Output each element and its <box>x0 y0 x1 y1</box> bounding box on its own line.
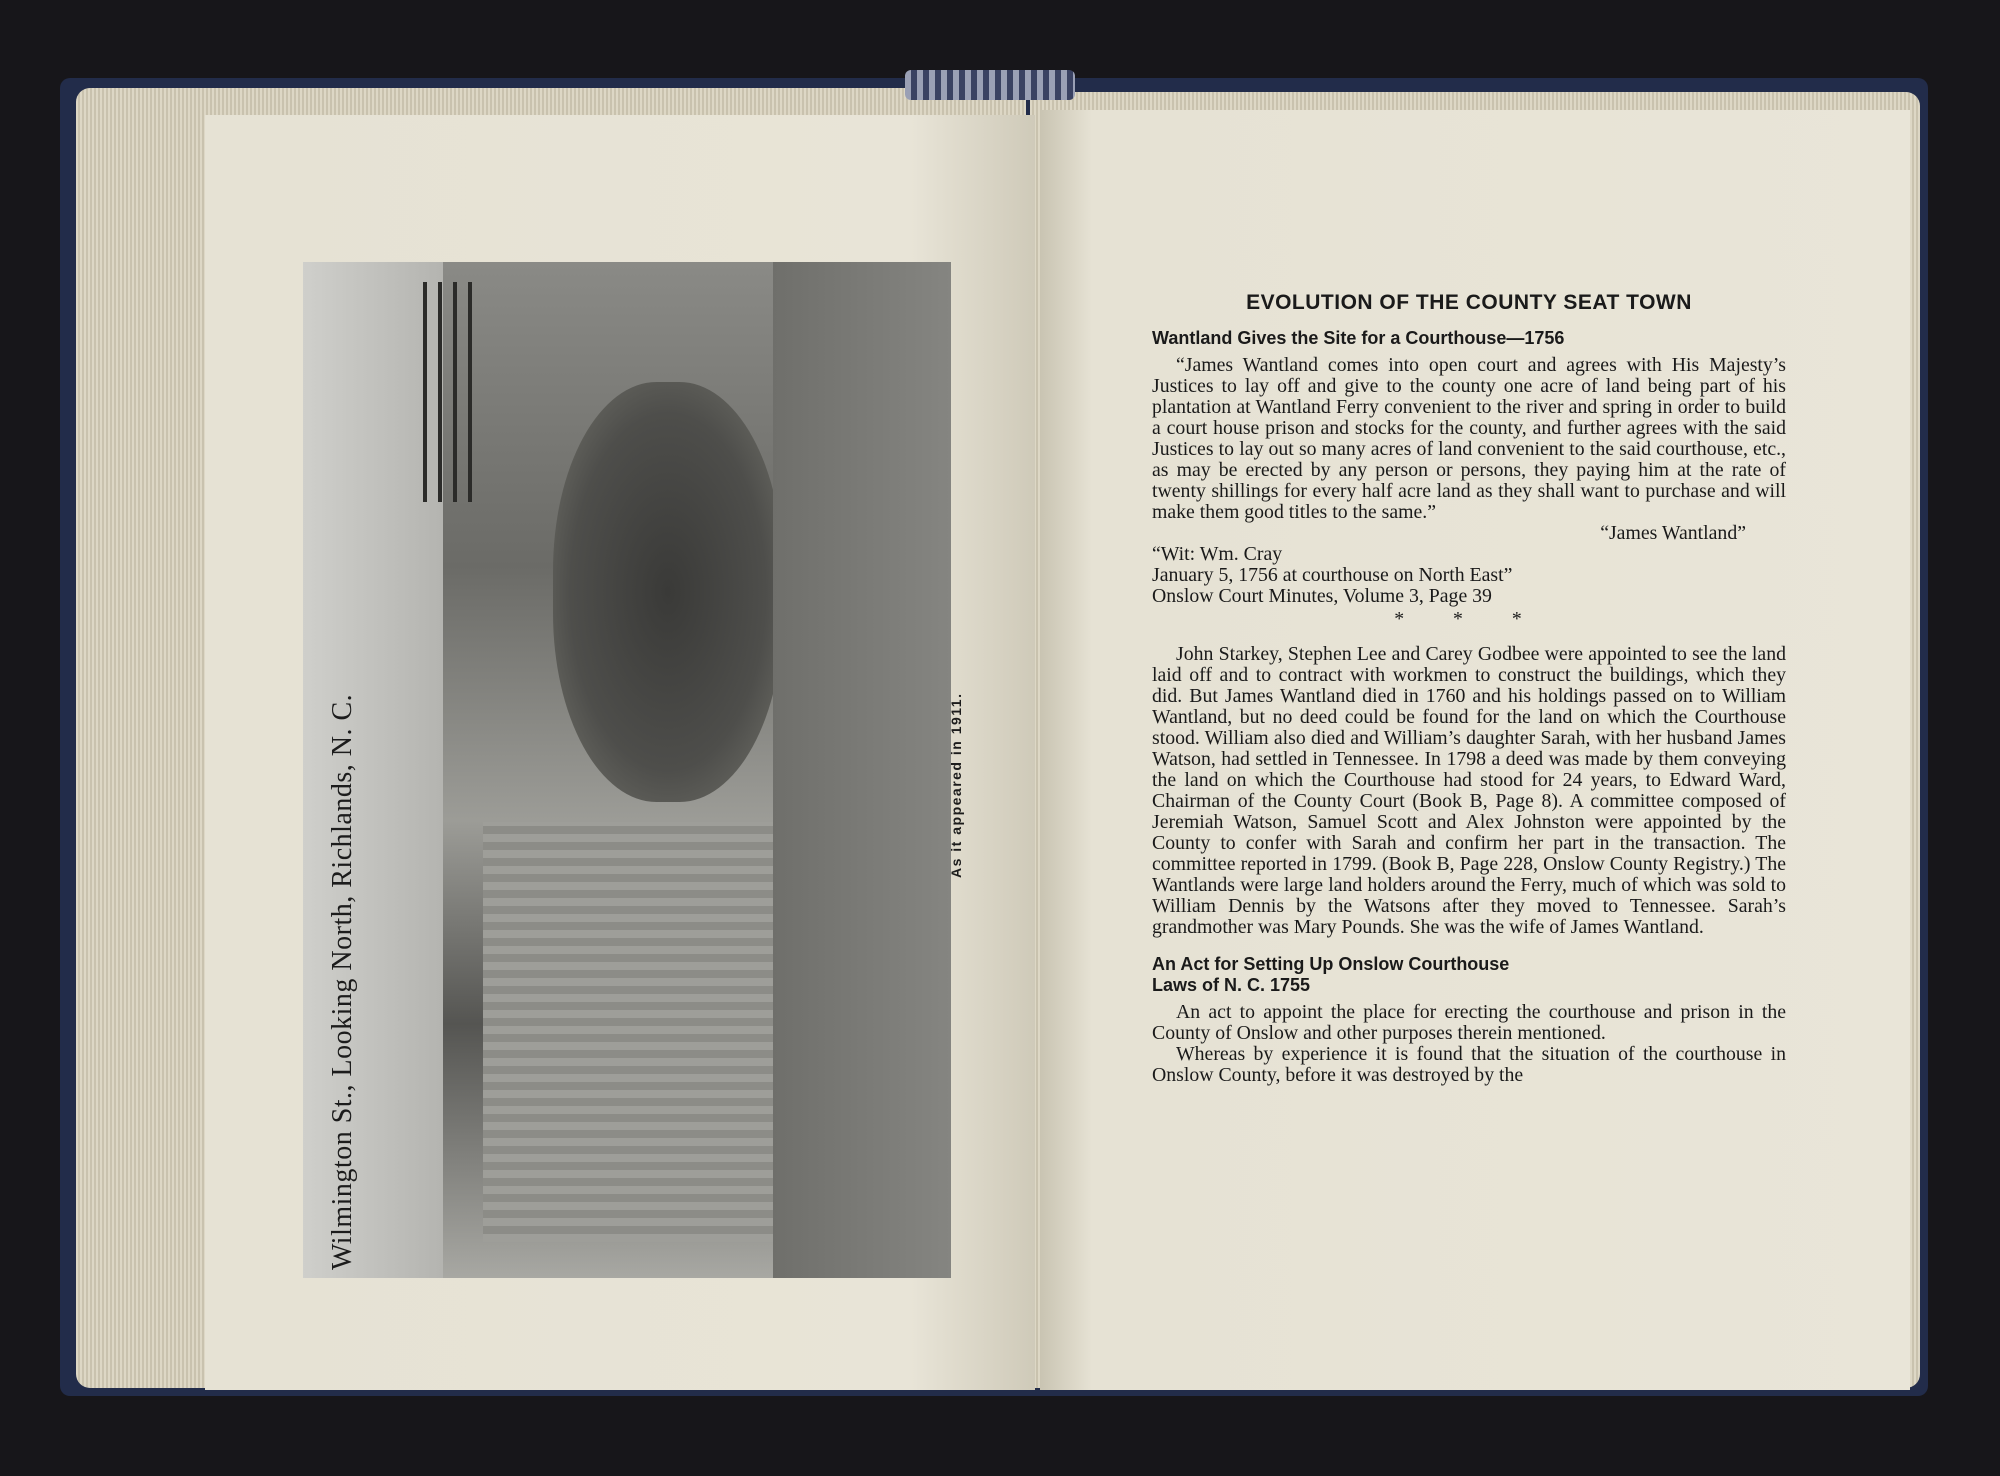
photo-date-note: As it appeared in 1911. <box>948 692 964 878</box>
photo-sky <box>303 262 443 1278</box>
historic-street-photo <box>303 262 951 1278</box>
photo-buildings <box>483 822 783 1242</box>
section-separator: * * * <box>1394 608 1544 630</box>
section-subheading: Laws of N. C. 1755 <box>1152 975 1311 995</box>
spine-binding <box>905 70 1075 100</box>
act-paragraph: An act to appoint the place for erecting the courthouse and prison in the County of Onslow and other purposes therein mentioned. <box>1152 1001 1786 1044</box>
photo-pole <box>438 282 442 502</box>
section-heading: An Act for Setting Up Onslow Courthouse <box>1152 954 1510 974</box>
witness-line: “Wit: Wm. Cray <box>1152 543 1283 565</box>
witness-line: Onslow Court Minutes, Volume 3, Page 39 <box>1152 585 1492 607</box>
witness-line: January 5, 1756 at courthouse on North East” <box>1152 564 1513 586</box>
photo-caption: Wilmington St., Looking North, Richlands, N. C. <box>327 693 358 1270</box>
chapter-title: EVOLUTION OF THE COUNTY SEAT TOWN <box>1246 291 1692 314</box>
section-heading: Wantland Gives the Site for a Courthouse—1756 <box>1152 328 1565 348</box>
photo-pole <box>468 282 472 502</box>
signature: “James Wantland” <box>1600 522 1746 544</box>
narrative-paragraph: John Starkey, Stephen Lee and Carey Godbee were appointed to see the land laid off and to contract with workmen to construct the buildings, which they did. But James Wantland died in 1760 and his holdings passed on to William Wantland, but no deed could be found for the land on which the Courthouse stood. William also died and William’s daughter Sarah, with her husband James Watson, had settled in Tennessee. In 1798 a deed was made by them conveying the land on which the Courthouse had stood for 24 years, to Edward Ward, Chairman of the County Court (Book B, Page 8). A committee composed of Jeremiah Watson, Samuel Scott and Alex Johnston were appointed by the County to confer with Sarah and confirm her part in the transaction. The committee reported in 1799. (Book B, Page 228, Onslow County Registry.) The Wantlands were large land holders around the Ferry, much of which was sold to William Dennis by the Watsons after they moved to Tennessee. Sarah’s grandmother was Mary Pounds. She was the wife of James Wantland. <box>1152 643 1786 938</box>
quote-paragraph: “James Wantland comes into open court and agrees with His Majesty’s Justices to lay off and give to the county one acre of land being part of his plantation at Wantland Ferry convenient to the river and spring in order to build a court house prison and stocks for the county, and further agrees with the said Justices to lay out so many acres of land convenient to the said courthouse, etc., as may be erected by any person or persons, they paying him at the rate of twenty shillings for every half acre land as they shall want to purchase and will make them good titles to the same.” <box>1152 354 1786 523</box>
right-page-text <box>1152 292 1786 1086</box>
act-paragraph: Whereas by experience it is found that the situation of the courthouse in Onslow County, before it was destroyed by the <box>1152 1043 1786 1086</box>
photo-trees <box>553 382 783 802</box>
photo-pole <box>423 282 427 502</box>
photo-street <box>773 262 951 1278</box>
photo-pole <box>453 282 457 502</box>
